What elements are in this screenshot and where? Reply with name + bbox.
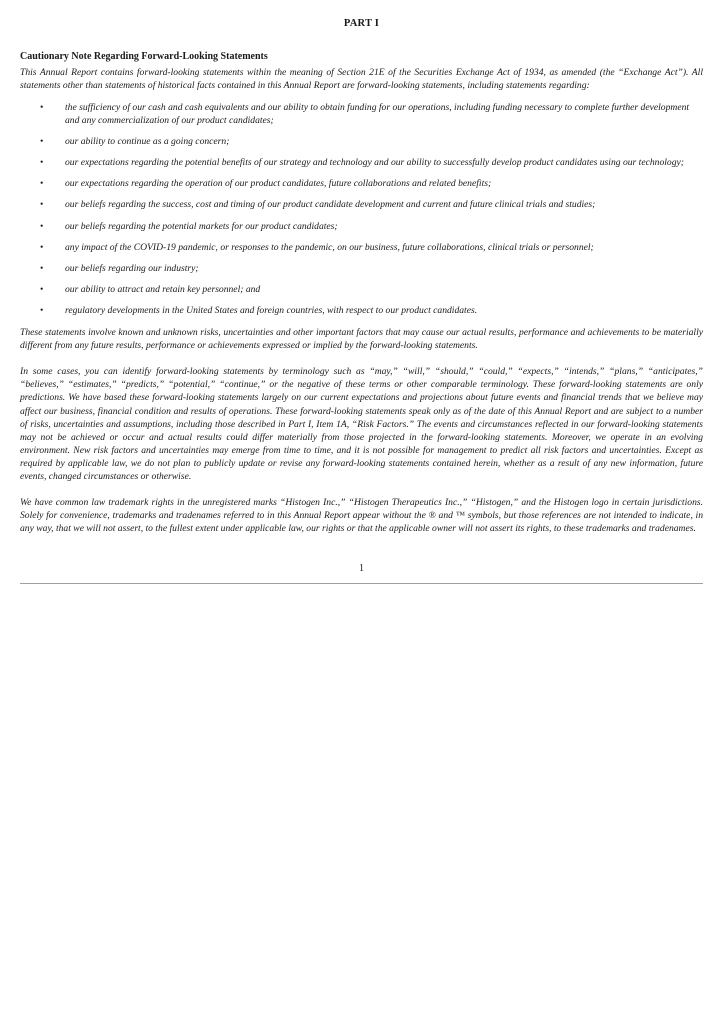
- bullet-icon: •: [40, 262, 44, 274]
- list-item: • our ability to attract and retain key personnel; and: [40, 283, 261, 295]
- bullet-icon: •: [40, 304, 44, 316]
- list-item: • any impact of the COVID-19 pandemic, or responses to the pandemic, on our business, future collaborations, clinical trials or personnel;: [40, 241, 594, 253]
- bullet-icon: •: [40, 220, 44, 232]
- bullet-icon: •: [40, 283, 44, 295]
- list-item: • the sufficiency of our cash and cash equivalents and our ability to obtain funding for our operations, including funding necessary to complete further development and any commercialization of our product candidates;: [40, 102, 690, 127]
- list-item: • our beliefs regarding the success, cost and timing of our product candidate development and current and future clinical trials and studies;: [40, 199, 596, 211]
- forward-looking-list: [20, 102, 703, 318]
- bullet-icon: •: [40, 136, 44, 148]
- list-item: • regulatory developments in the United States and foreign countries, with respect to our product candidates.: [40, 304, 478, 316]
- bullet-icon: •: [40, 199, 44, 211]
- bullet-icon: •: [40, 102, 44, 114]
- section-heading: Cautionary Note Regarding Forward-Looking Statements: [20, 51, 268, 62]
- page-divider: [20, 583, 703, 584]
- list-item: • our ability to continue as a going concern;: [40, 136, 230, 148]
- list-item: • our expectations regarding the operation of our product candidates, future collaborations and related benefits;: [40, 178, 492, 190]
- risks-paragraph: These statements involve known and unknown risks, uncertainties and other important factors that may cause our actual results, performance and achievements to be materially different from any future results, performance or achievements expressed or implied by the forward-looking statements.: [20, 327, 703, 352]
- list-item: • our expectations regarding the potential benefits of our strategy and technology and our ability to successfully develop product candidates using our technology;: [40, 157, 684, 169]
- bullet-icon: •: [40, 241, 44, 253]
- list-item: • our beliefs regarding our industry;: [40, 262, 199, 274]
- intro-paragraph: This Annual Report contains forward-looking statements within the meaning of Section 21E of the Securities Exchange Act of 1934, as amended (the “Exchange Act”). All statements other than statements of historical facts contained in this Annual Report are forward-looking statements, including statements regarding:: [20, 67, 703, 92]
- bullet-icon: •: [40, 178, 44, 190]
- terminology-paragraph: In some cases, you can identify forward-looking statements by terminology such as “may,” “will,” “should,” “could,” “expects,” “intends,” “plans,” “anticipates,” “believes,” “estimates,” “predicts,” “potential,” “continue,” or the negative of these terms or other comparable terminology. These forward-looking statements are only predictions. We have based these forward-looking statements largely on our current expectations and projections about future events and financial trends that we believe may affect our business, financial condition and results of operations. These forward-looking statements speak only as of the date of this Annual Report and are subject to a number of risks, uncertainties and assumptions, including those described in Part I, Item 1A, “Risk Factors.” The events and circumstances reflected in our forward-looking statements may not be achieved or occur and actual results could differ materially from those projected in the forward-looking statements. Moreover, we operate in an evolving environment. New risk factors and uncertainties may emerge from time to time, and it is not possible for management to predict all risk factors and uncertainties. Except as required by applicable law, we do not plan to publicly update or revise any forward-looking statements contained herein, whether as a result of any new information, future events, changed circumstances or otherwise.: [20, 366, 703, 482]
- part-title: PART I: [343, 18, 380, 29]
- document-page: [20, 18, 703, 584]
- trademark-paragraph: We have common law trademark rights in the unregistered marks “Histogen Inc.,” “Histogen Therapeutics Inc.,” “Histogen,” and the Histogen logo in certain jurisdictions. Solely for convenience, trademarks and tradenames referred to in this Annual Report appear without the ® and ™ symbols, but those references are not intended to indicate, in any way, that we will not assert, to the fullest extent under applicable law, our rights or that the applicable owner will not assert its rights, to these trademarks and tradenames.: [20, 497, 703, 535]
- page-number: 1: [359, 563, 364, 575]
- list-item: • our beliefs regarding the potential markets for our product candidates;: [40, 220, 338, 232]
- bullet-icon: •: [40, 157, 44, 169]
